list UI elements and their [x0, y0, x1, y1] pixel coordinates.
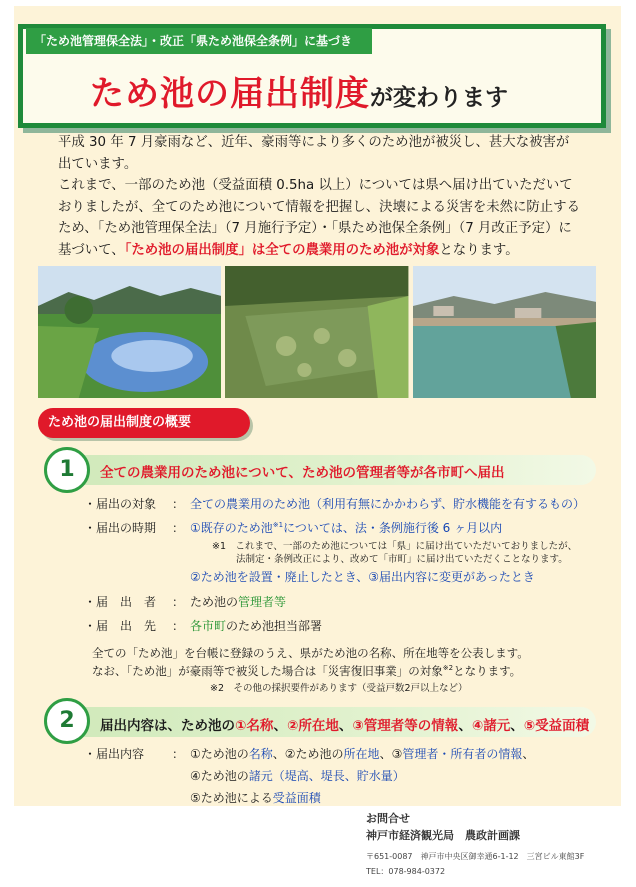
filer-value-highlight: 管理者等 — [238, 595, 287, 609]
page-title — [90, 66, 570, 120]
footnote-1a: ※1 これまで、一部のため池については「県」に届け出ていただいておりましたが、 — [212, 541, 578, 552]
item-name: ①名称 — [235, 718, 274, 734]
contact-tel: TEL：078-984-0372 — [366, 867, 446, 876]
content-highlight: 受益面積 — [272, 791, 321, 805]
pond-photo-1 — [38, 266, 221, 398]
intro-line: 出ています。 — [58, 156, 138, 172]
separator: 、 — [273, 718, 287, 734]
disaster-text-end: となります。 — [453, 664, 522, 678]
content-label: ・届出内容 — [84, 747, 145, 761]
overview-heading: ため池の届出制度の概要 — [38, 408, 250, 438]
content-text: ⑤ため池による — [190, 791, 273, 805]
target-value — [190, 495, 585, 512]
timing-footnote-mark: ※1 — [272, 521, 284, 529]
filer-value-text: ため池の — [190, 595, 239, 609]
photo-strip — [38, 266, 596, 398]
intro-paragraph — [58, 132, 594, 261]
intro-line — [58, 240, 594, 262]
colon: ： — [172, 521, 185, 535]
content-line-1 — [190, 745, 534, 762]
pond-photo-2 — [225, 266, 408, 398]
contact-address: 〒651-0087 神戸市中央区御幸通6-1-12 三宮ビル東館3F — [366, 852, 585, 861]
item-specs: ④諸元 — [471, 718, 511, 734]
content-text: 、 — [522, 747, 535, 761]
colon: ： — [172, 497, 185, 511]
destination-value — [190, 617, 322, 634]
intro-line: これまで、一部のため池（受益面積 0.5ha 以上）については県へ届け出ていただいて — [58, 178, 573, 193]
item-manager: ③管理者等の情報 — [352, 718, 459, 734]
timing-label: ・届出の時期 — [84, 521, 157, 535]
colon: ： — [172, 747, 185, 761]
content-text: ①ため池の — [190, 747, 249, 761]
content-highlight: 所在地 — [343, 747, 380, 761]
intro-text: 基づいて、 — [58, 242, 125, 258]
content-line-2 — [190, 767, 405, 784]
intro-text: となります。 — [439, 242, 519, 258]
intro-line: おりましたが、全てのため池について情報を把握し、決壊による災害を未然に防止する — [58, 199, 580, 215]
target-value-main: 全ての農業用のため池 — [190, 497, 311, 511]
content-highlight: （堤高、堤長、貯水量） — [272, 769, 405, 783]
registry-paragraph: 全ての「ため池」を台帳に登録のうえ、県がため池の名称、所在地等を公表します。 — [92, 646, 529, 660]
pond-photo-3 — [413, 266, 596, 398]
disaster-footnote-mark: ※2 — [442, 664, 454, 673]
content-highlight: 名称 — [248, 747, 273, 761]
content-text: ④ため池の — [190, 769, 249, 783]
footnote-2: ※2 その他の採択要件があります（受益戸数2戸以上など） — [210, 683, 468, 694]
separator: 、 — [510, 718, 524, 734]
section2-heading-text: 届出内容は、ため池の — [100, 718, 235, 734]
disaster-paragraph — [92, 663, 521, 679]
section2-heading — [100, 714, 589, 734]
content-line-3 — [190, 789, 321, 806]
item-location: ②所在地 — [286, 718, 339, 734]
title-tail: が変わります — [370, 85, 508, 111]
disaster-text: なお、「ため池」が豪雨等で被災した場合は「災害復旧事業」の対象 — [92, 664, 443, 678]
separator: 、 — [458, 718, 472, 734]
intro-line: ため、「ため池管理保全法」（7 月施行予定）・「県ため池保全条例」（7 月改正予定）に — [58, 221, 572, 236]
target-value-note: （利用有無にかかわらず、貯水機能を有するもの） — [310, 497, 586, 511]
content-text: 、③ — [379, 747, 403, 761]
colon: ： — [172, 619, 185, 633]
destination-value-text: のため池担当部署 — [226, 619, 323, 633]
colon: ： — [172, 595, 185, 609]
content-highlight: 諸元 — [248, 769, 273, 783]
separator: 、 — [338, 718, 353, 734]
intro-line: 平成 30 年 7 月豪雨など、近年、豪雨等により多くのため池が被災し、甚大な被害が — [58, 135, 570, 150]
contact-department: 神戸市経済観光局 農政計画課 — [366, 829, 520, 842]
footnote-1b: 法制定・条例改正により、改めて「市町」に届け出ていただくことなります。 — [236, 554, 568, 565]
section1-heading: 全ての農業用のため池について、ため池の管理者等が各市町へ届出 — [100, 465, 505, 481]
timing-value-2: ②ため池を設置・廃止したとき、③届出内容に変更があったとき — [190, 570, 535, 584]
timing-value-main: ①既存のため池 — [190, 521, 273, 535]
contact-block — [366, 810, 626, 877]
section2-number: 2 — [44, 698, 90, 744]
content-text: 、②ため池の — [272, 747, 344, 761]
section1-number: 1 — [44, 447, 90, 493]
filer-value — [190, 593, 286, 610]
sub-banner: 「ため池管理保全法」・改正「県ため池保全条例」に基づき — [26, 28, 372, 54]
destination-value-highlight: 各市町 — [190, 619, 227, 633]
target-label: ・届出の対象 — [84, 497, 157, 511]
timing-value-rest: については、法・条例施行後 6 ヶ月以内 — [283, 521, 503, 535]
contact-heading: お問合せ — [366, 812, 410, 825]
filer-label: ・届 出 者 — [84, 595, 157, 609]
content-highlight: 管理者・所有者の情報 — [402, 747, 523, 761]
title-main: ため池の届出制度 — [90, 74, 370, 114]
item-benefit-area: ⑤受益面積 — [523, 718, 590, 734]
destination-label: ・届 出 先 — [84, 619, 157, 633]
intro-highlight: 「ため池の届出制度」は全ての農業用のため池が対象 — [124, 242, 440, 258]
timing-value — [190, 519, 502, 536]
